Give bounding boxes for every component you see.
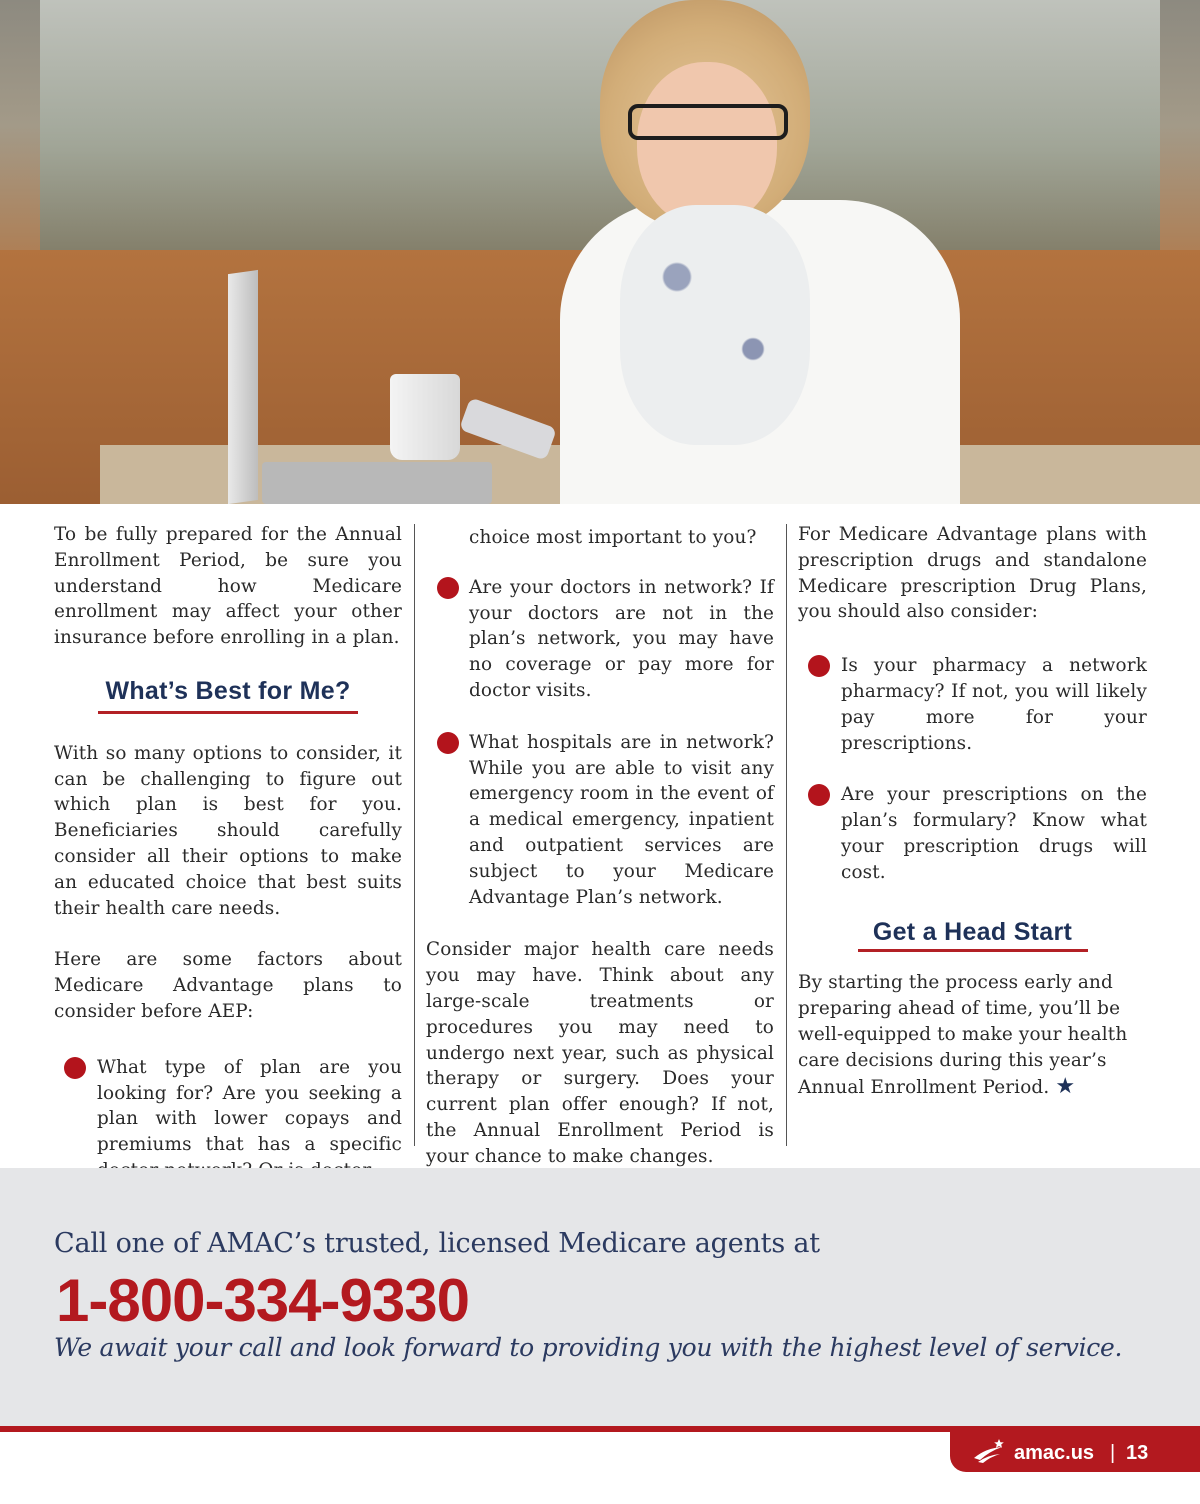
bullet-hospitals [426,730,774,911]
footer-tab [950,1432,1200,1472]
coffee-cup [390,374,460,460]
bullet-text: What hospitals are in network? While you are able to visit any emergency room in the event of a medical emergency, inpatient and outpatient services are subject to your Medicare Advantage Plan’s network. [469,731,774,908]
bullet-text: choice most important to you? [469,527,757,548]
bullet-text: What type of plan are you looking for? Are you seeking a plan with lower copays and premiums that has a specific [97,1056,402,1156]
head-start-text: By starting the process early and preparing ahead of time, you’ll be well-equipped to make your health care decisions during this year’s Annual Enrollment Period. [798,972,1128,1098]
bullet-dot-icon [808,784,830,806]
cta-intro-text: Call one of AMAC’s trusted, licensed Medicare agents at [54,1228,820,1259]
bullet-dot-icon [808,655,830,677]
bullet-dot-icon [64,1057,86,1079]
bullet-dot-icon [437,732,459,754]
woman-face [637,62,777,227]
column-2 [426,522,774,1170]
bullet-pharmacy [798,653,1147,756]
intro-paragraph: To be fully prepared for the Annual Enrollment Period, be sure you understand how Medicare enrollment may affect your other insurance before enrolling in a plan. [54,524,402,649]
cta-phone-number[interactable]: 1-800-334-9330 [56,1267,470,1334]
column-1 [54,522,402,1184]
hero-photo [0,0,1200,504]
column-divider-2 [786,524,787,1146]
bullet-text: Are your prescriptions on the plan’s formulary? Know what your prescription drugs will cost. [841,784,1147,883]
bullet-doctors [426,575,774,704]
bullet-plan-type-continued [426,525,774,551]
bullet-formulary [798,782,1147,885]
factors-paragraph: Here are some factors about Medicare Advantage plans to consider before AEP: [54,949,402,1022]
laptop-icon [228,270,258,504]
bullet-plan-type [54,1055,402,1184]
bullet-dot-icon [437,577,459,599]
page-number: 13 [1126,1442,1149,1464]
column-3 [798,522,1147,1100]
section-heading-head-start: Get a Head Start [872,917,1073,946]
eyeglasses [628,104,788,140]
woman-scarf [620,205,810,445]
footer-separator: | [1110,1442,1116,1464]
section-heading-best: What’s Best for Me? [105,676,351,705]
amac-logo-icon [972,1438,1006,1464]
options-paragraph: With so many options to consider, it can be challenging to figure out which plan is best for you. Beneficiaries should carefully consider all their options to make an educated choice that best suits their health care needs. [54,742,402,919]
laptop-keyboard [262,462,492,504]
footer-site[interactable]: amac.us [1014,1442,1095,1464]
bullet-text: Is your pharmacy a network pharmacy? If not, you will likely pay more for your prescriptions. [841,655,1147,754]
drug-plans-paragraph: For Medicare Advantage plans with prescription drugs and standalone Medicare prescription Drug Plans, you should also consider: [798,524,1147,623]
bullet-text: Are your doctors in network? If your doctors are not in the plan’s network, you may have no coverage or pay more for doctor visits. [469,576,774,701]
star-icon: ★ [1055,1073,1076,1099]
column-divider-1 [414,524,415,1146]
head-start-paragraph [798,970,1147,1100]
cta-tagline: We await your call and look forward to providing you with the highest level of service. [54,1333,1123,1362]
health-needs-paragraph: Consider major health care needs you may have. Think about any large-scale treatments or procedures you may need to undergo next year, such as physical therapy or surgery. Does your current plan offer enough? If not, the Annual Enrollment Period is your chance to make changes. [426,939,774,1167]
